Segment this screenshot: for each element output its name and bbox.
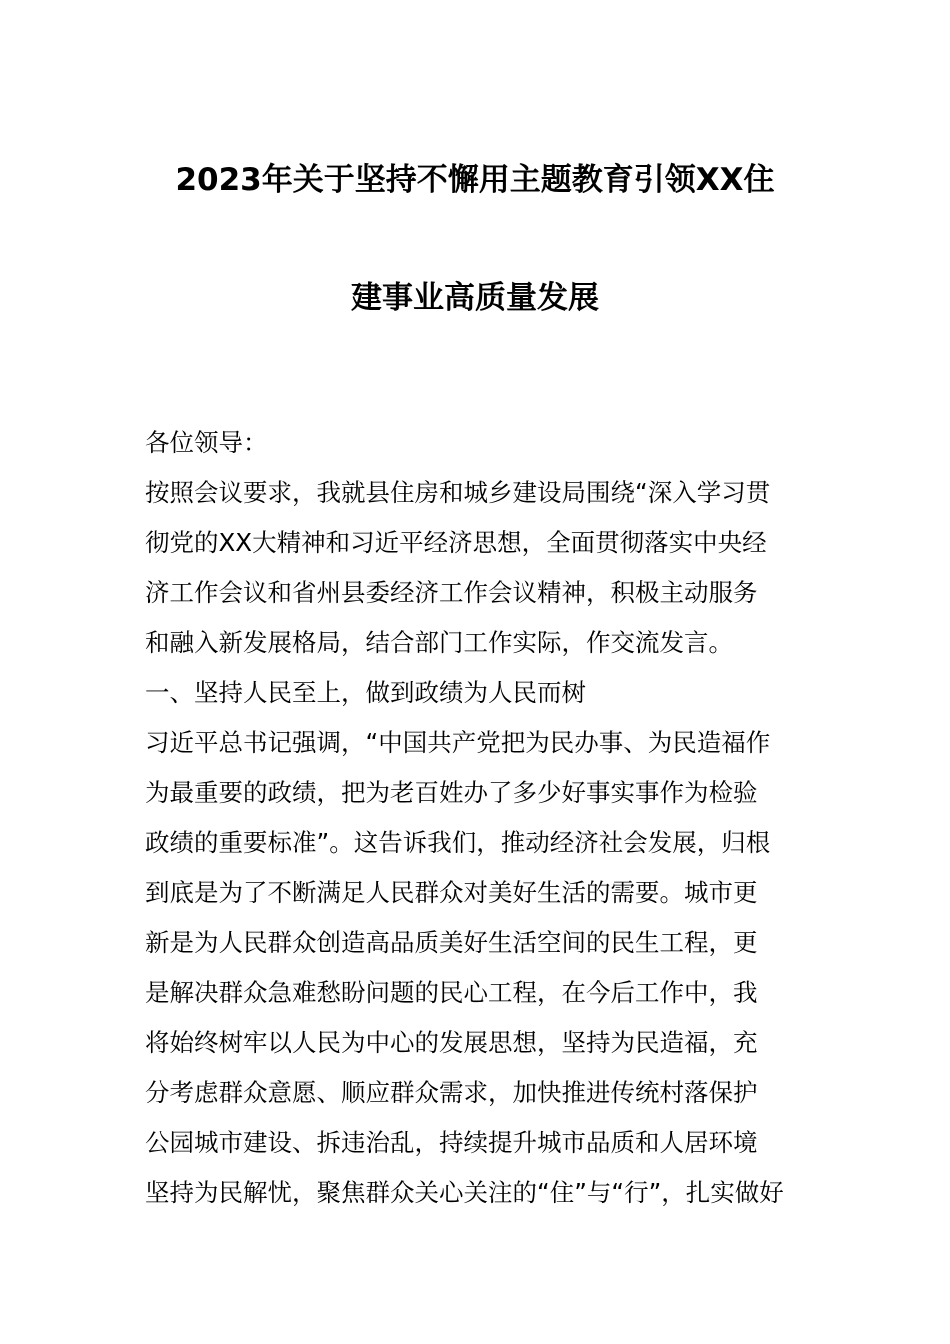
document-title-line-1: 2023年关于坚持不懈用主题教育引领XX住: [175, 162, 775, 198]
section-heading: 一、坚持人民至上，做到政绩为人民而树: [145, 678, 586, 707]
paragraph-line: 将始终树牢以人民为中心的发展思想，坚持为民造福，充: [145, 1028, 758, 1057]
salutation: 各位领导：: [145, 428, 268, 457]
paragraph-line: 分考虑群众意愿、顺应群众需求，加快推进传统村落保护: [145, 1078, 758, 1107]
paragraph-line: 济工作会议和省州县委经济工作会议精神，积极主动服务: [145, 578, 758, 607]
paragraph-line: 政绩的重要标准”。这告诉我们，推动经济社会发展，归根: [145, 828, 771, 857]
document-title-line-2: 建事业高质量发展: [351, 280, 599, 316]
paragraph-line: 和融入新发展格局，结合部门工作实际，作交流发言。: [145, 628, 733, 657]
paragraph-line: 公园城市建设、拆违治乱，持续提升城市品质和人居环境: [145, 1128, 758, 1157]
paragraph-line: 到底是为了不断满足人民群众对美好生活的需要。城市更: [145, 878, 758, 907]
paragraph-line: 为最重要的政绩，把为老百姓办了多少好事实事作为检验: [145, 778, 758, 807]
paragraph-line: 按照会议要求，我就县住房和城乡建设局围绕“深入学习贯: [145, 478, 771, 507]
paragraph-line: 彻党的XX大精神和习近平经济思想，全面贯彻落实中央经: [145, 528, 767, 557]
document-body: [145, 418, 810, 1218]
paragraph-line: 是解决群众急难愁盼问题的民心工程，在今后工作中，我: [145, 978, 758, 1007]
paragraph-line: 坚持为民解忧，聚焦群众关心关注的“住”与“行”，扎实做好: [145, 1178, 784, 1207]
paragraph-line: 新是为人民群众创造高品质美好生活空间的民生工程，更: [145, 928, 758, 957]
paragraph-line: 习近平总书记强调，“中国共产党把为民办事、为民造福作: [145, 728, 771, 757]
